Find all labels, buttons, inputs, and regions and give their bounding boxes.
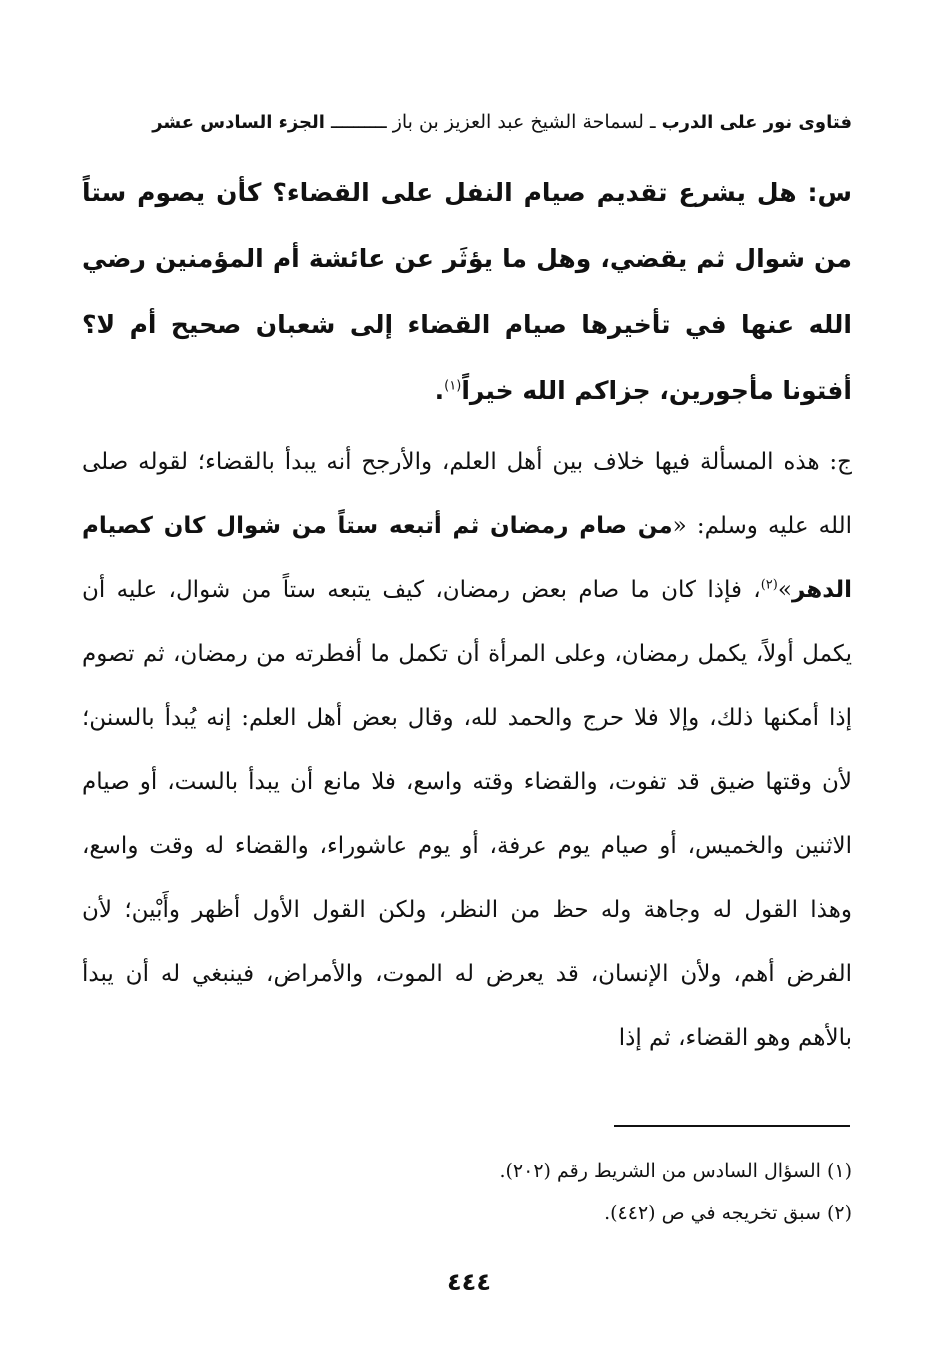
page-number: ٤٤٤ xyxy=(447,1268,491,1296)
volume-label: الجزء السادس عشر xyxy=(152,112,325,133)
answer-intro: ج: هذه المسألة فيها خلاف بين أهل العلم، والأرجح أنه يبدأ بالقضاء؛ لقوله صلى الله عليه وسلم: « xyxy=(82,449,852,539)
header-dash: ــــــــــ xyxy=(331,111,387,133)
footnote-divider xyxy=(614,1125,850,1127)
running-header xyxy=(86,104,852,140)
hadith-close-quote: » xyxy=(777,577,792,603)
author-line: ـ لسماحة الشيخ عبد العزيز بن باز xyxy=(392,111,656,133)
footnote-ref-2[interactable]: (٢) xyxy=(760,577,778,593)
footnotes xyxy=(82,1150,852,1234)
question-end: . xyxy=(434,376,445,405)
answer-paragraph xyxy=(82,430,852,1070)
question-text: س: هل يشرع تقديم صيام النفل على القضاء؟ كأن يصوم ستاً من شوال ثم يقضي، وهل ما يؤثَر عن عائشة أم المؤمنين رضي الله عنها في تأخيرها صيام القضاء إلى شعبان صحيح أم لا؟ أفتونا مأجورين، جزاكم الله خيراً xyxy=(82,178,852,405)
book-title: فتاوى نور على الدرب xyxy=(661,112,852,133)
question-paragraph xyxy=(82,160,852,424)
hadith-quote: من صام رمضان ثم أتبعه ستاً من شوال كان كصيام الدهر xyxy=(82,513,852,603)
footnote-1: (١) السؤال السادس من الشريط رقم (٢٠٢). xyxy=(499,1160,852,1182)
footnote-2: (٢) سبق تخريجه في ص (٤٤٢). xyxy=(604,1202,852,1224)
answer-rest: ، فإذا كان ما صام بعض رمضان، كيف يتبعه ستاً من شوال، عليه أن يكمل أولاً، يكمل رمضان، وعلى المرأة أن تكمل ما أفطرته من رمضان، ثم تصوم إذا أمكنها ذلك، وإلا فلا حرج والحمد لله، وقال بعض أهل العلم: إنه يُبدأ بالسنن؛ لأن وقتها ضيق قد تفوت، والقضاء وقته واسع، فلا مانع أن يبدأ بالست، أو صيام الاثنين والخميس، أو صيام يوم عرفة، أو يوم عاشوراء، والقضاء له وقت واسع، وهذا القول له وجاهة وله حظ من النظر، ولكن القول الأول أظهر وأَبْين؛ لأن الفرض أهم، ولأن الإنسان، قد يعرض له الموت، والأمراض، فينبغي له أن يبدأ بالأهم وهو القضاء، ثم إذا xyxy=(82,577,852,1051)
footnote-ref-1[interactable]: (١) xyxy=(444,378,462,394)
